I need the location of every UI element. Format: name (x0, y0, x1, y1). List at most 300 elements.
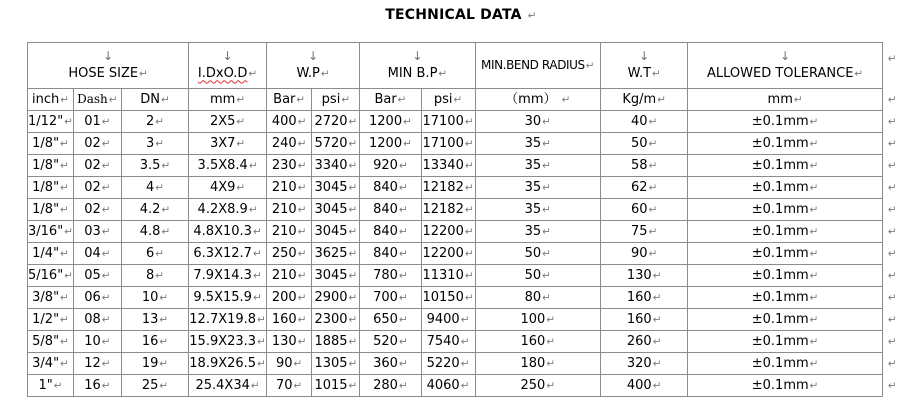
subheader-mm-8 (475, 89, 601, 111)
cell-r3-c3 (189, 177, 267, 199)
cell-r0-c2 (121, 111, 189, 133)
cell-r2-c5 (312, 155, 360, 177)
cell-r11-c1 (74, 353, 122, 375)
paragraph-mark-icon: ↵ (887, 313, 897, 326)
cell-r11-c7 (421, 353, 475, 375)
paragraph-mark-icon: ↵ (101, 313, 111, 326)
cell-r4-c5 (312, 199, 360, 221)
cell-r10-c0 (28, 331, 74, 353)
header-min-b-p (360, 43, 475, 89)
cell-r3-c1 (74, 177, 122, 199)
cell-r5-c1 (74, 221, 122, 243)
cell-value: 35 (524, 157, 542, 173)
cell-r0-c3 (189, 111, 267, 133)
paragraph-mark-icon: ↵ (250, 379, 260, 392)
cell-value: 160 (626, 311, 652, 327)
paragraph-mark-icon: ↵ (161, 203, 171, 216)
cell-r0-c5 (312, 111, 360, 133)
cell-value: 1200 (369, 135, 403, 151)
cell-value: 6.3X12.7 (193, 245, 252, 261)
cell-value: 1885 (314, 333, 348, 349)
paragraph-mark-icon: ↵ (397, 93, 407, 106)
cell-r1-c5 (312, 133, 360, 155)
cell-r7-c6 (360, 265, 421, 287)
cell-value: 5720 (314, 135, 348, 151)
linebreak-mark-icon: ↓ (639, 48, 650, 63)
cell-r7-c8 (475, 265, 601, 287)
cell-r10-c8 (475, 331, 601, 353)
cell-value: ±0.1mm (751, 245, 809, 261)
cell-value: 400 (626, 377, 652, 393)
paragraph-mark-icon: ↵ (561, 93, 571, 106)
paragraph-mark-icon: ↵ (809, 335, 819, 348)
cell-r10-c1 (74, 331, 122, 353)
cell-r2-c7 (421, 155, 475, 177)
paragraph-mark-icon: ↵ (60, 93, 70, 106)
cell-r8-c0 (28, 287, 74, 309)
subheader-mm-10 (688, 89, 883, 111)
paragraph-mark-icon: ↵ (252, 225, 262, 238)
technical-data-table (27, 42, 922, 397)
cell-value: 250 (271, 245, 297, 261)
subheader-dn-2 (121, 89, 189, 111)
paragraph-mark-icon: ↵ (297, 115, 307, 128)
cell-value: 3045 (314, 201, 348, 217)
cell-value: 01 (84, 113, 101, 129)
paragraph-mark-icon: ↵ (257, 357, 266, 370)
cell-r7-c10 (688, 265, 883, 287)
cell-value: 40 (631, 113, 648, 129)
cell-r5-c8 (475, 221, 601, 243)
paragraph-mark-icon: ↵ (542, 225, 551, 238)
cell-r10-c3 (189, 331, 267, 353)
paragraph-mark-icon: ↵ (652, 291, 662, 304)
cell-r7-c4 (266, 265, 312, 287)
paragraph-mark-icon: ↵ (887, 115, 897, 128)
paragraph-mark-icon: ↵ (155, 137, 165, 150)
cell-r11-c6 (360, 353, 421, 375)
cell-r9-c4 (266, 309, 312, 331)
cell-value: ±0.1mm (751, 311, 809, 327)
cell-r8-c8 (475, 287, 601, 309)
header-label: W.P (296, 65, 320, 81)
cell-r2-c2 (121, 155, 189, 177)
cell-value: 35 (524, 179, 542, 195)
cell-r1-c8 (475, 133, 601, 155)
cell-r5-c0 (28, 221, 74, 243)
cell-value: 50 (524, 267, 542, 283)
paragraph-mark-icon: ↵ (348, 291, 358, 304)
cell-r0-c8 (475, 111, 601, 133)
cell-value: 18.9X26.5 (189, 355, 257, 371)
cell-value: 02 (84, 201, 101, 217)
cell-r1-c3 (189, 133, 267, 155)
header-allowed-tolerance (688, 43, 883, 89)
paragraph-mark-icon: ↵ (297, 181, 307, 194)
table-row (28, 243, 922, 265)
paragraph-mark-icon: ↵ (348, 115, 358, 128)
paragraph-mark-icon: ↵ (652, 379, 662, 392)
paragraph-mark-icon: ↵ (657, 93, 667, 106)
cell-value: 260 (626, 333, 652, 349)
cell-value: 6 (145, 245, 155, 261)
cell-r4-c9 (601, 199, 688, 221)
paragraph-mark-icon: ↵ (101, 225, 111, 238)
paragraph-mark-icon: ↵ (101, 291, 111, 304)
cell-value: 50 (524, 245, 542, 261)
paragraph-mark-icon: ↵ (159, 379, 169, 392)
subheader-label: Dash (77, 92, 108, 106)
paragraph-mark-icon: ↵ (161, 225, 171, 238)
paragraph-mark-icon: ↵ (648, 159, 658, 172)
cell-r5-c7 (421, 221, 475, 243)
header-label: ALLOWED TOLERANCE (707, 65, 854, 81)
cell-value: 16 (141, 333, 159, 349)
cell-r4-c7 (421, 199, 475, 221)
cell-r11-c4 (266, 353, 312, 375)
subheader-label: mm (210, 91, 236, 107)
cell-r2-c10 (688, 155, 883, 177)
cell-r6-c10 (688, 243, 883, 265)
cell-r10-c10 (688, 331, 883, 353)
cell-r3-c0 (28, 177, 74, 199)
header-w-p (266, 43, 359, 89)
paragraph-mark-icon: ↵ (887, 335, 897, 348)
paragraph-mark-icon: ↵ (809, 159, 819, 172)
paragraph-mark-icon: ↵ (348, 379, 358, 392)
cell-value: 250 (520, 377, 546, 393)
paragraph-mark-icon: ↵ (236, 181, 246, 194)
paragraph-mark-icon: ↵ (60, 247, 69, 260)
row-end-mark (882, 221, 921, 243)
paragraph-mark-icon: ↵ (398, 335, 408, 348)
cell-value: 3625 (314, 245, 348, 261)
cell-r3-c5 (312, 177, 360, 199)
cell-value: 3X7 (209, 135, 236, 151)
cell-value: 1" (38, 377, 53, 393)
cell-r9-c9 (601, 309, 688, 331)
cell-value: 10 (84, 333, 101, 349)
paragraph-mark-icon: ↵ (398, 269, 408, 282)
paragraph-mark-icon: ↵ (60, 313, 69, 326)
paragraph-mark-icon: ↵ (542, 159, 551, 172)
row-end-mark (882, 199, 921, 221)
paragraph-mark-icon: ↵ (155, 247, 165, 260)
paragraph-mark-icon: ↵ (101, 203, 111, 216)
paragraph-mark-icon: ↵ (398, 203, 408, 216)
cell-r5-c9 (601, 221, 688, 243)
header-label: W.T (627, 65, 652, 81)
paragraph-mark-icon: ↵ (464, 181, 474, 194)
paragraph-mark-icon: ↵ (460, 335, 470, 348)
paragraph-mark-icon: ↵ (341, 93, 351, 106)
cell-r2-c9 (601, 155, 688, 177)
cell-r12-c1 (74, 375, 122, 397)
cell-r9-c3 (189, 309, 267, 331)
paragraph-mark-icon: ↵ (809, 225, 819, 238)
cell-r2-c3 (189, 155, 267, 177)
cell-value: 520 (373, 333, 398, 349)
paragraph-mark-icon: ↵ (320, 67, 330, 80)
cell-value: 840 (373, 201, 398, 217)
cell-value: ±0.1mm (751, 179, 809, 195)
cell-value: 650 (373, 311, 398, 327)
paragraph-mark-icon: ↵ (348, 247, 358, 260)
paragraph-mark-icon: ↵ (236, 93, 246, 106)
paragraph-mark-icon: ↵ (809, 203, 819, 216)
cell-r7-c5 (312, 265, 360, 287)
cell-r3-c4 (266, 177, 312, 199)
paragraph-mark-icon: ↵ (809, 137, 819, 150)
cell-r5-c4 (266, 221, 312, 243)
paragraph-mark-icon: ↵ (887, 93, 897, 106)
paragraph-mark-icon: ↵ (398, 379, 408, 392)
paragraph-mark-icon: ↵ (159, 357, 169, 370)
cell-value: 04 (84, 245, 101, 261)
cell-r12-c5 (312, 375, 360, 397)
cell-value: 400 (271, 113, 297, 129)
cell-r6-c1 (74, 243, 122, 265)
cell-r5-c6 (360, 221, 421, 243)
cell-value: 3/16" (28, 223, 64, 239)
cell-value: 12200 (422, 245, 464, 261)
cell-r6-c6 (360, 243, 421, 265)
row-end-mark (882, 265, 921, 287)
cell-r7-c0 (28, 265, 74, 287)
cell-value: 4X9 (209, 179, 236, 195)
cell-value: 08 (84, 311, 101, 327)
cell-value: 90 (276, 355, 293, 371)
cell-value: 210 (271, 223, 297, 239)
paragraph-mark-icon: ↵ (297, 159, 307, 172)
cell-value: 1015 (314, 377, 348, 393)
cell-value: 280 (373, 377, 398, 393)
paragraph-mark-icon: ↵ (453, 93, 463, 106)
table-row (28, 155, 922, 177)
cell-r12-c4 (266, 375, 312, 397)
paragraph-mark-icon: ↵ (398, 313, 408, 326)
paragraph-mark-icon: ↵ (809, 269, 819, 282)
cell-r0-c4 (266, 111, 312, 133)
paragraph-mark-icon: ↵ (101, 137, 111, 150)
cell-r12-c0 (28, 375, 74, 397)
cell-r3-c2 (121, 177, 189, 199)
cell-value: 2900 (314, 289, 348, 305)
paragraph-mark-icon: ↵ (139, 67, 148, 80)
cell-value: 3340 (314, 157, 348, 173)
paragraph-mark-icon: ↵ (809, 247, 819, 260)
cell-value: 5/8" (32, 333, 60, 349)
paragraph-mark-icon: ↵ (648, 181, 658, 194)
cell-r11-c2 (121, 353, 189, 375)
cell-r7-c9 (601, 265, 688, 287)
cell-r12-c2 (121, 375, 189, 397)
paragraph-mark-icon: ↵ (809, 313, 819, 326)
table-row (28, 353, 922, 375)
cell-value: 9.5X15.9 (193, 289, 252, 305)
cell-value: 2720 (314, 113, 348, 129)
paragraph-mark-icon: ↵ (648, 225, 658, 238)
cell-r10-c7 (421, 331, 475, 353)
cell-r4-c10 (688, 199, 883, 221)
cell-value: 12182 (422, 179, 464, 195)
cell-r9-c2 (121, 309, 189, 331)
cell-r3-c7 (421, 177, 475, 199)
cell-r12-c3 (189, 375, 267, 397)
cell-value: 780 (373, 267, 398, 283)
row-end-mark (882, 43, 921, 89)
header-i-dxo-d (189, 43, 267, 89)
cell-r1-c4 (266, 133, 312, 155)
paragraph-mark-icon: ↵ (464, 247, 474, 260)
paragraph-mark-icon: ↵ (464, 203, 474, 216)
cell-value: 1/8" (32, 157, 60, 173)
cell-r6-c7 (421, 243, 475, 265)
paragraph-mark-icon: ↵ (293, 379, 303, 392)
table-row (28, 111, 922, 133)
cell-value: 17100 (422, 113, 464, 129)
cell-r11-c10 (688, 353, 883, 375)
paragraph-mark-icon: ↵ (155, 269, 165, 282)
cell-r6-c2 (121, 243, 189, 265)
row-end-mark (882, 375, 921, 397)
paragraph-mark-icon: ↵ (101, 247, 111, 260)
cell-value: 1/8" (32, 179, 60, 195)
cell-r9-c10 (688, 309, 883, 331)
paragraph-mark-icon: ↵ (64, 225, 73, 238)
cell-r2-c4 (266, 155, 312, 177)
cell-value: 2 (145, 113, 155, 129)
paragraph-mark-icon: ↵ (887, 247, 897, 260)
cell-r9-c1 (74, 309, 122, 331)
paragraph-mark-icon: ↵ (398, 247, 408, 260)
paragraph-mark-icon: ↵ (297, 291, 307, 304)
paragraph-mark-icon: ↵ (438, 67, 448, 80)
paragraph-mark-icon: ↵ (887, 203, 897, 216)
paragraph-mark-icon: ↵ (348, 335, 358, 348)
paragraph-mark-icon: ↵ (648, 137, 658, 150)
cell-value: 1/8" (32, 201, 60, 217)
paragraph-mark-icon: ↵ (257, 313, 266, 326)
row-end-mark (882, 133, 921, 155)
cell-r3-c9 (601, 177, 688, 199)
cell-r5-c10 (688, 221, 883, 243)
paragraph-mark-icon: ↵ (542, 181, 551, 194)
paragraph-mark-icon: ↵ (348, 357, 358, 370)
cell-value: 25.4X34 (195, 377, 250, 393)
cell-r4-c2 (121, 199, 189, 221)
paragraph-mark-icon: ↵ (542, 115, 551, 128)
cell-r1-c9 (601, 133, 688, 155)
subheader-label: inch (31, 91, 60, 107)
cell-value: 03 (84, 223, 101, 239)
cell-value: 160 (520, 333, 546, 349)
paragraph-mark-icon: ↵ (887, 269, 897, 282)
cell-r8-c3 (189, 287, 267, 309)
cell-value: 3045 (314, 223, 348, 239)
cell-r9-c7 (421, 309, 475, 331)
table-row (28, 331, 922, 353)
paragraph-mark-icon: ↵ (348, 181, 358, 194)
cell-value: 90 (631, 245, 648, 261)
cell-value: ±0.1mm (751, 333, 809, 349)
cell-r8-c5 (312, 287, 360, 309)
cell-value: 02 (84, 135, 101, 151)
cell-value: 13340 (422, 157, 464, 173)
cell-r3-c10 (688, 177, 883, 199)
cell-value: 1/12" (28, 113, 64, 129)
cell-value: 4.2X8.9 (197, 201, 248, 217)
cell-r9-c6 (360, 309, 421, 331)
cell-value: 840 (373, 245, 398, 261)
paragraph-mark-icon: ↵ (460, 313, 470, 326)
cell-r6-c4 (266, 243, 312, 265)
paragraph-mark-icon: ↵ (652, 357, 662, 370)
paragraph-mark-icon: ↵ (398, 225, 408, 238)
cell-value: 3/4" (32, 355, 60, 371)
cell-value: 19 (141, 355, 159, 371)
paragraph-mark-icon: ↵ (542, 247, 551, 260)
linebreak-mark-icon: ↓ (222, 48, 233, 63)
cell-r9-c0 (28, 309, 74, 331)
cell-value: 210 (271, 179, 297, 195)
cell-value: 02 (84, 179, 101, 195)
cell-value: 130 (271, 333, 297, 349)
paragraph-mark-icon: ↵ (887, 291, 897, 304)
linebreak-mark-icon: ↓ (103, 48, 114, 63)
paragraph-mark-icon: ↵ (248, 67, 258, 80)
cell-r2-c1 (74, 155, 122, 177)
subheader-label: Bar (374, 91, 397, 107)
row-end-mark (882, 331, 921, 353)
subheader-dash-1 (74, 89, 122, 111)
cell-value: 230 (271, 157, 297, 173)
paragraph-mark-icon: ↵ (101, 335, 111, 348)
cell-r8-c6 (360, 287, 421, 309)
cell-value: ±0.1mm (751, 355, 809, 371)
paragraph-mark-icon: ↵ (887, 52, 897, 65)
paragraph-mark-icon: ↵ (101, 181, 111, 194)
paragraph-mark-icon: ↵ (809, 357, 819, 370)
cell-r6-c5 (312, 243, 360, 265)
cell-value: 1/8" (32, 135, 60, 151)
cell-r6-c0 (28, 243, 74, 265)
paragraph-mark-icon: ↵ (398, 357, 408, 370)
cell-r1-c7 (421, 133, 475, 155)
paragraph-mark-icon: ↵ (53, 379, 63, 392)
cell-value: 70 (276, 377, 293, 393)
subheader-kg-m-9 (601, 89, 688, 111)
paragraph-mark-icon: ↵ (464, 225, 474, 238)
cell-r9-c8 (475, 309, 601, 331)
paragraph-mark-icon: ↵ (460, 357, 470, 370)
cell-r8-c7 (421, 287, 475, 309)
paragraph-mark-icon: ↵ (542, 137, 551, 150)
cell-value: 10150 (422, 289, 464, 305)
paragraph-mark-icon: ↵ (60, 291, 69, 304)
paragraph-mark-icon: ↵ (101, 379, 111, 392)
cell-value: 210 (271, 201, 297, 217)
cell-value: 02 (84, 157, 101, 173)
cell-value: 12200 (422, 223, 464, 239)
cell-value: 35 (524, 135, 542, 151)
cell-value: 4060 (426, 377, 460, 393)
cell-value: 4.8 (139, 223, 161, 239)
cell-r0-c10 (688, 111, 883, 133)
paragraph-mark-icon: ↵ (809, 379, 819, 392)
cell-r1-c1 (74, 133, 122, 155)
paragraph-mark-icon: ↵ (297, 313, 307, 326)
